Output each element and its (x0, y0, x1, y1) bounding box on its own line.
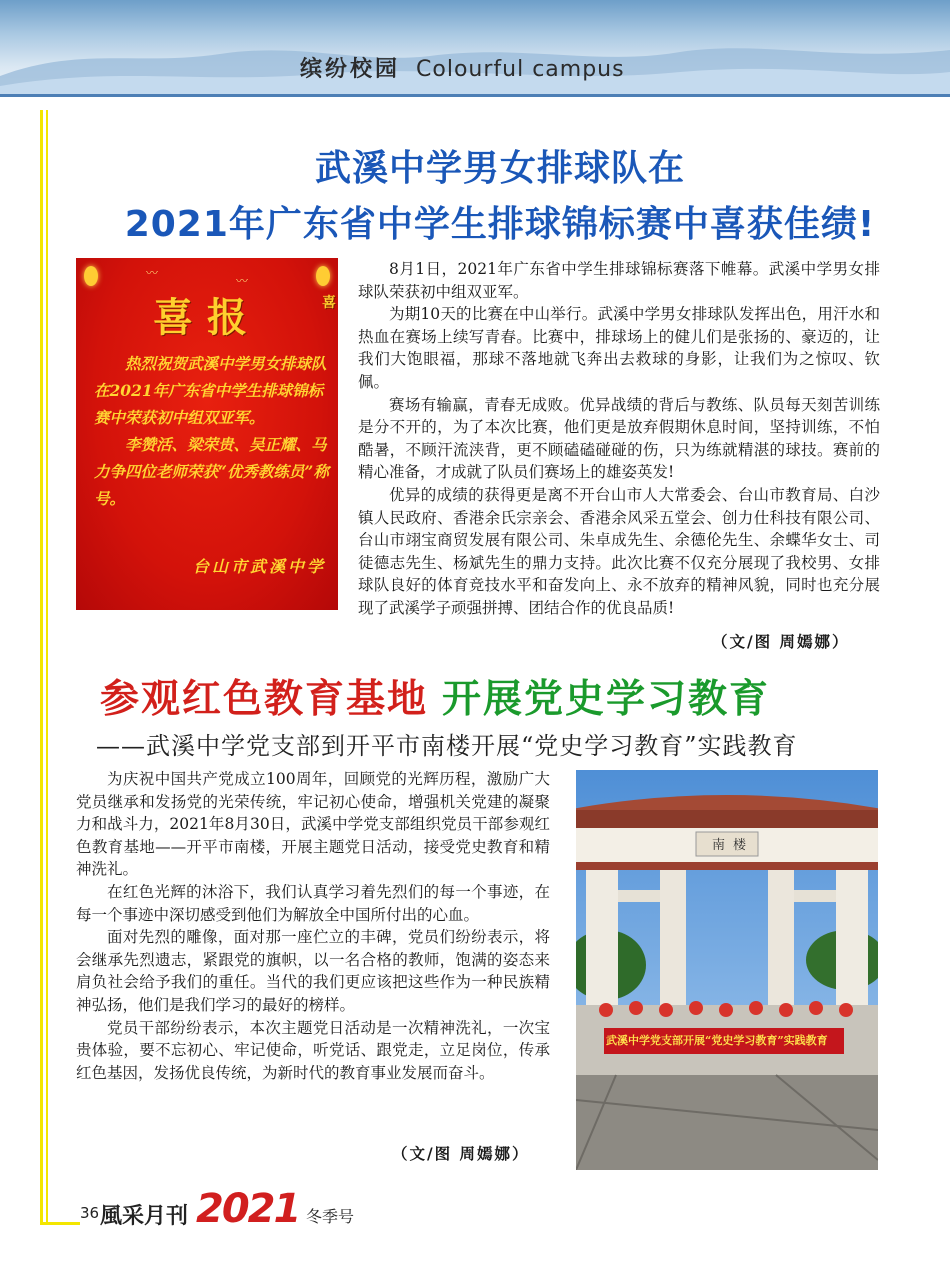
group-photo-illustration (576, 770, 878, 1170)
article2-byline: （文/图 周嫣娜） (392, 1144, 530, 1163)
gate-plaque: 南楼 (712, 838, 755, 853)
article1-paragraph: 为期10天的比赛在中山举行。武溪中学男女排球队发挥出色，用汗水和热血在赛场上续写青春。比赛中，排球场上的健儿们是张扬的、豪迈的，让我们大饱眼福，那球不落地就飞奔出去救球的身影，让我们为之惊叹、钦佩。 (358, 305, 880, 391)
article2-title (100, 668, 770, 724)
bottom-border (40, 1222, 80, 1225)
lantern-icon (316, 266, 330, 286)
poster-title-text: 喜报 (153, 295, 261, 341)
article1-body (358, 258, 880, 620)
header-banner (0, 0, 950, 96)
article1-paragraph: 赛场有输赢，青春无成败。优异战绩的背后与教练、队员每天刻苦训练是分不开的，为了本次比赛，他们更是放弃假期休息时间，坚持训练，不怕酷暑，不顾汗流浃背，更不顾磕磕碰碰的伤，只为练就精湛的球技。赛前的精心准备，才成就了队员们赛场上的雄姿英发! (358, 395, 880, 482)
header-divider (0, 94, 950, 97)
section-label-cn: 缤纷校园 (300, 56, 401, 82)
article2-paragraph: 面对先烈的雕像，面对那一座伫立的丰碑，党员们纷纷表示，将会继承先烈遗志，紧跟党的旗帜，以一名合格的教师，饱满的姿态来肩负社会给予我们的重任。当代的我们更应该把这些作为一种民族精神弘扬，他们是我们学习的最好的榜样。 (76, 928, 550, 1014)
article2-paragraph: 党员干部纷纷表示，本次主题党日活动是一次精神洗礼，一次宝贵体验，要不忘初心、牢记使命，听党话、跟党走，立足岗位，传承红色基因，发扬优良传统，为新时代的教育事业发展而奋斗。 (76, 1018, 550, 1082)
section-label (300, 52, 625, 83)
poster-signature: 台山市武溪中学 (192, 557, 326, 576)
poster-body (94, 350, 330, 512)
article2-paragraph: 为庆祝中国共产党成立100周年，回顾党的光辉历程，激励广大党员继承和发扬党的光荣传统，牢记初心使命，增强机关党建的凝聚力和战斗力，2021年8月30日，武溪中学党支部组织党员干部参观红色教育基地——开平市南楼，开展主题党日活动，接受党史教育和精神洗礼。 (76, 770, 550, 879)
poster-seal: 喜 (322, 295, 336, 311)
article2-subtitle: ——武溪中学党支部到开平市南楼开展“党史学习教育”实践教育 (96, 732, 798, 760)
bird-icon: 〰 (146, 266, 159, 280)
poster-title (76, 286, 338, 343)
photo-banner-text: 武溪中学党支部开展“党史学习教育”实践教育 (606, 1034, 828, 1047)
magazine-name: 風采月刊 (100, 1203, 189, 1229)
left-border-inner (46, 110, 48, 1225)
article1-byline: （文/图 周嫣娜） (712, 632, 850, 651)
issue-label: 冬季号 (306, 1207, 355, 1226)
article2-title-red: 参观红色教育基地 (100, 676, 429, 722)
bird-icon: 〰 (236, 274, 249, 288)
congratulation-poster (76, 258, 338, 610)
article2-paragraph: 在红色光辉的沐浴下，我们认真学习着先烈们的每一个事迹，在每一个事迹中深切感受到他们为解放全中国所付出的心血。 (76, 882, 550, 924)
article1-paragraph: 8月1日，2021年广东省中学生排球锦标赛落下帷幕。武溪中学男女排球队荣获初中组双亚军。 (358, 260, 880, 301)
article1-title-line1: 武溪中学男女排球队在 (314, 148, 685, 189)
year-mark: 2021 (196, 1186, 300, 1232)
article2-title-green: 开展党史学习教育 (442, 676, 771, 722)
left-border (40, 110, 43, 1225)
section-label-en: Colourful campus (416, 57, 625, 82)
group-photo (576, 770, 878, 1170)
poster-paragraph: 热烈祝贺武溪中学男女排球队在2021年广东省中学生排球锦标赛中荣获初中组双亚军。 (94, 354, 327, 427)
poster-paragraph: 李赞活、梁荣贵、吴正耀、马力争四位老师荣获“优秀教练员”称号。 (94, 435, 329, 508)
lantern-icon (84, 266, 98, 286)
article1-title-line2: 2021年广东省中学生排球锦标赛中喜获佳绩! (124, 204, 876, 245)
article1-paragraph: 优异的成绩的获得更是离不开台山市人大常委会、台山市教育局、白沙镇人民政府、香港余氏宗亲会、香港余风采五堂会、创力仕科技有限公司、台山市翊宝商贸发展有限公司、朱卓成先生、余德伦先生、余蝶华女士、司徒德志先生、杨斌先生的鼎力支持。此次比赛不仅充分展现了我校男、女排球队良好的体育竞技水平和奋发向上、永不放弃的精神风貌，同时也充分展现了武溪学子顽强拼搏、团结合作的优良品质! (358, 485, 880, 617)
article2-body (76, 768, 550, 1084)
page-number: 36 (80, 1204, 100, 1222)
